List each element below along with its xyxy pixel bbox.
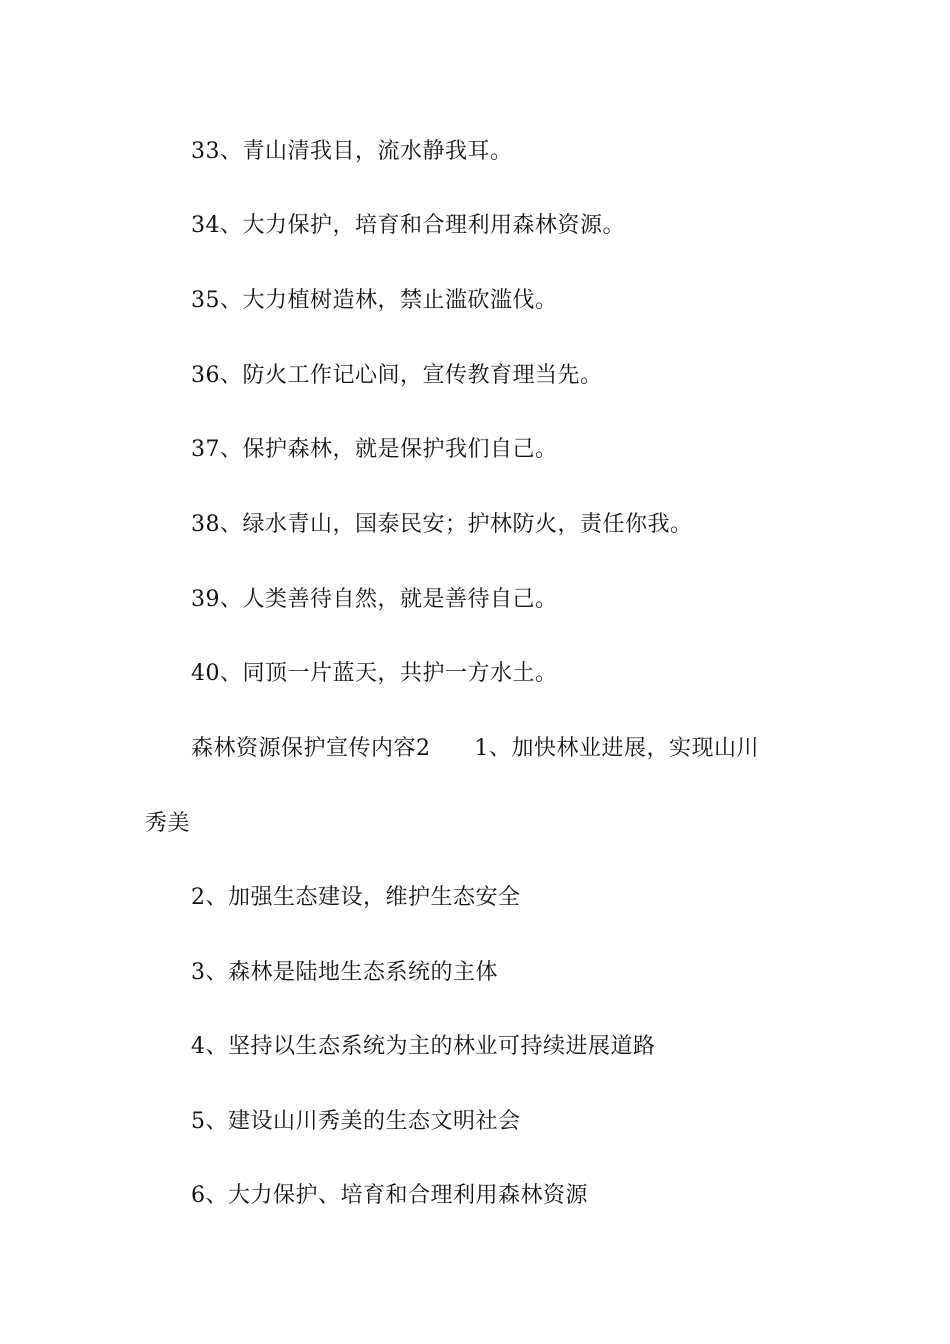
- section-item-3: 3、森林是陆地生态系统的主体: [191, 960, 498, 985]
- slogan-line-40: 40、同顶一片蓝天，共护一方水土。: [191, 661, 558, 686]
- slogan-line-36: 36、防火工作记心间，宣传教育理当先。: [191, 363, 603, 388]
- section-item-2: 2、加强生态建设，维护生态安全: [191, 885, 521, 910]
- section-item-5: 5、建设山川秀美的生态文明社会: [191, 1109, 521, 1134]
- section-item-1: 1、加快林业进展，实现山川: [474, 736, 759, 761]
- section-item-4: 4、坚持以生态系统为主的林业可持续进展道路: [191, 1034, 656, 1059]
- slogan-line-35: 35、大力植树造林，禁止滥砍滥伐。: [191, 288, 558, 313]
- slogan-line-34: 34、大力保护，培育和合理利用森林资源。: [191, 213, 625, 238]
- section-item-1-continuation: 秀美: [145, 811, 191, 836]
- slogan-line-33: 33、青山清我目，流水静我耳。: [191, 139, 513, 164]
- section-heading: 森林资源保护宣传内容2: [191, 736, 431, 761]
- slogan-line-37: 37、保护森林，就是保护我们自己。: [191, 437, 558, 462]
- section-item-6: 6、大力保护、培育和合理利用森林资源: [191, 1183, 588, 1208]
- slogan-line-38: 38、绿水青山，国泰民安；护林防火，责任你我。: [191, 512, 693, 537]
- section-heading-line: [191, 734, 759, 764]
- slogan-line-39: 39、人类善待自然，就是善待自己。: [191, 587, 558, 612]
